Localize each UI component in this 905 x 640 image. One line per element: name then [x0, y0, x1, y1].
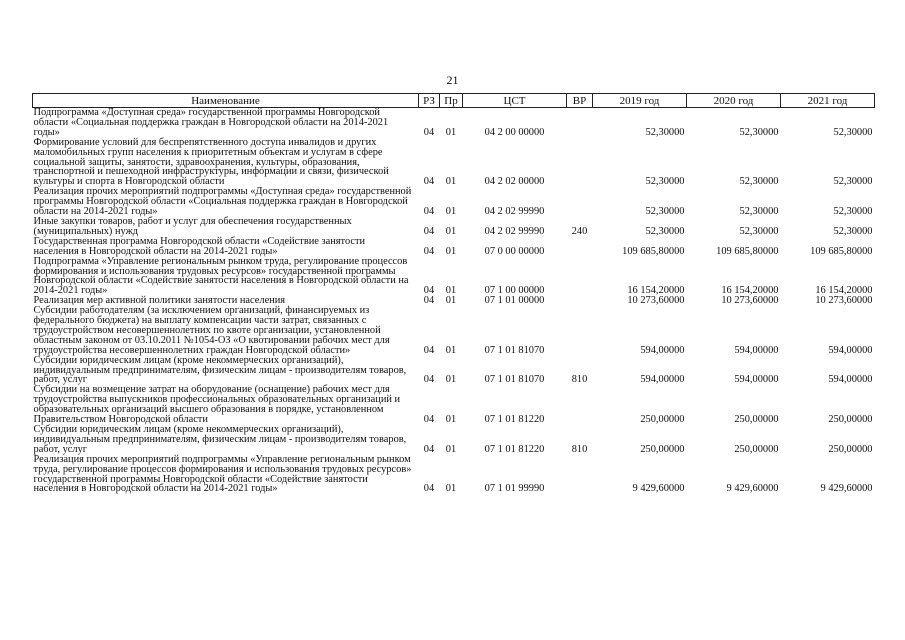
row-name: Иные закупки товаров, работ и услуг для обеспечения государственных (муниципальных) нужд: [33, 215, 352, 237]
row-2019: 52,30000: [645, 176, 685, 188]
row-2020: 52,30000: [739, 126, 779, 138]
header-2021: 2021 год: [781, 94, 875, 108]
row-name: Реализация прочих мероприятий подпрограммы «Управление региональным рынком труда, регулирование процессов формирования и использования трудовых ресурсов» государственной программы Новгородской области «Содействие занятости населения в Новгородской области на 2014-2021 годы»: [33, 453, 412, 495]
row-pr: 01: [445, 206, 457, 218]
table-row: [33, 257, 875, 297]
row-name: Формирование условий для беспрепятственного доступа инвалидов и других маломобильных групп населения к приоритетным объектам и услугам в сфере социальной защиты, занятости, здравоохранения, культуры, образования, транспортной и пешеходной инфраструктуры, информации и связи, физической культуры и спорта в Новгородской области: [33, 136, 389, 188]
table-row: [33, 455, 875, 495]
row-cst: 07 1 00 00000: [484, 285, 545, 297]
row-cst: 07 1 01 99990: [484, 483, 545, 495]
row-pr: 01: [445, 176, 457, 188]
row-rz: 04: [423, 206, 435, 218]
row-2020: 250,00000: [734, 414, 779, 426]
row-cst: 04 2 02 00000: [484, 176, 545, 188]
row-vr: 810: [571, 374, 588, 386]
row-2021: 109 685,80000: [810, 245, 873, 257]
row-cst: 04 2 00 00000: [484, 126, 545, 138]
row-cst: 07 1 01 81220: [484, 443, 545, 455]
header-name: Наименование: [33, 94, 419, 108]
row-cst: 07 1 01 81070: [484, 374, 545, 386]
row-pr: 01: [445, 483, 457, 495]
row-rz: 04: [423, 374, 435, 386]
header-pr: Пр: [440, 94, 463, 108]
table-row: [33, 217, 875, 237]
row-name: Подпрограмма «Управление региональным рынком труда, регулирование процессов формирования и использования трудовых ресурсов» государственной программы Новгородской области «Содействие занятости населения в Новгородской области на 2014-2021 годы»: [33, 255, 409, 297]
row-rz: 04: [423, 344, 435, 356]
row-2020: 10 273,60000: [721, 295, 779, 307]
row-vr: [567, 385, 593, 425]
row-pr: 01: [445, 295, 457, 307]
row-vr: [567, 237, 593, 257]
row-2020: 52,30000: [739, 206, 779, 218]
row-2020: 109 685,80000: [716, 245, 779, 257]
budget-table: [32, 93, 875, 494]
row-2019: 16 154,20000: [627, 285, 685, 297]
row-cst: 04 2 02 99990: [484, 225, 545, 237]
row-vr: 810: [571, 443, 588, 455]
row-2021: 16 154,20000: [815, 285, 873, 297]
row-2020: 594,00000: [734, 344, 779, 356]
row-vr: 240: [571, 225, 588, 237]
row-2021: 10 273,60000: [815, 295, 873, 307]
row-2021: 52,30000: [833, 176, 873, 188]
row-2021: 594,00000: [828, 344, 873, 356]
header-rz: РЗ: [419, 94, 440, 108]
row-vr: [567, 108, 593, 138]
row-2020: 52,30000: [739, 225, 779, 237]
row-rz: 04: [423, 126, 435, 138]
row-pr: 01: [445, 344, 457, 356]
row-2021: 250,00000: [828, 443, 873, 455]
row-2019: 10 273,60000: [627, 295, 685, 307]
row-2021: 250,00000: [828, 414, 873, 426]
row-2019: 594,00000: [640, 344, 685, 356]
row-2020: 594,00000: [734, 374, 779, 386]
row-vr: [567, 306, 593, 356]
row-rz: 04: [423, 176, 435, 188]
row-pr: 01: [445, 285, 457, 297]
row-2021: 594,00000: [828, 374, 873, 386]
row-2021: 52,30000: [833, 206, 873, 218]
header-vr: ВР: [567, 94, 593, 108]
row-name: Реализация мер активной политики занятости населения: [33, 295, 286, 307]
row-name: Субсидии юридическим лицам (кроме некоммерческих организаций), индивидуальным предпринимателям, физическим лицам - производителям товаров, работ, услуг: [33, 424, 407, 455]
row-rz: 04: [423, 245, 435, 257]
row-pr: 01: [445, 225, 457, 237]
row-2021: 9 429,60000: [820, 483, 873, 495]
table-row: [33, 237, 875, 257]
row-vr: [567, 187, 593, 217]
row-pr: 01: [445, 443, 457, 455]
row-vr: [567, 138, 593, 188]
table-header-row: [33, 94, 875, 108]
row-vr: [567, 296, 593, 306]
row-2020: 52,30000: [739, 176, 779, 188]
row-cst: 04 2 02 99990: [484, 206, 545, 218]
row-vr: [567, 455, 593, 495]
row-2020: 9 429,60000: [726, 483, 779, 495]
table-row: [33, 138, 875, 188]
header-2020: 2020 год: [687, 94, 781, 108]
row-vr: [567, 257, 593, 297]
row-cst: 07 0 00 00000: [484, 245, 545, 257]
row-name: Реализация прочих мероприятий подпрограммы «Доступная среда» государственной программы Новгородской области «Социальная поддержка граждан в Новгородской области на 2014-2021 годы»: [33, 186, 412, 218]
row-2019: 250,00000: [640, 414, 685, 426]
table-row: [33, 108, 875, 138]
row-2019: 52,30000: [645, 225, 685, 237]
table-row: [33, 385, 875, 425]
row-rz: 04: [423, 443, 435, 455]
row-pr: 01: [445, 245, 457, 257]
row-cst: 07 1 01 00000: [484, 295, 545, 307]
header-2019: 2019 год: [593, 94, 687, 108]
table-row: [33, 187, 875, 217]
row-name: Государственная программа Новгородской области «Содействие занятости населения в Новгородской области на 2014-2021 годы»: [33, 235, 366, 257]
row-pr: 01: [445, 374, 457, 386]
row-2019: 250,00000: [640, 443, 685, 455]
row-2020: 16 154,20000: [721, 285, 779, 297]
row-cst: 07 1 01 81070: [484, 344, 545, 356]
row-name: Субсидии на возмещение затрат на оборудование (оснащение) рабочих мест для трудоустройства выпускников профессиональных образовательных организаций и образовательных организаций высшего образования в порядке, установленном Правительством Новгородской области: [33, 384, 401, 426]
row-2021: 52,30000: [833, 225, 873, 237]
row-2021: 52,30000: [833, 126, 873, 138]
table-row: [33, 356, 875, 386]
row-rz: 04: [423, 483, 435, 495]
row-pr: 01: [445, 414, 457, 426]
row-rz: 04: [423, 295, 435, 307]
row-2019: 9 429,60000: [632, 483, 685, 495]
row-rz: 04: [423, 285, 435, 297]
row-name: Субсидии юридическим лицам (кроме некоммерческих организаций), индивидуальным предпринимателям, физическим лицам - производителям товаров, работ, услуг: [33, 354, 407, 386]
row-cst: 07 1 01 81220: [484, 414, 545, 426]
row-2019: 52,30000: [645, 126, 685, 138]
row-name: Подпрограмма «Доступная среда» государственной программы Новгородской области «Социальная поддержка граждан в Новгородской области на 2014-2021 годы»: [33, 107, 389, 138]
row-pr: 01: [445, 126, 457, 138]
row-2019: 594,00000: [640, 374, 685, 386]
row-name: Субсидии работодателям (за исключением организаций, финансируемых из федерального бюджета) на выплату компенсации части затрат, связанных с трудоустройством несовершеннолетних по квоте организации, установленной областным законом от 03.10.2011 №1054-ОЗ «О квотировании рабочих мест для трудоустройства несовершеннолетних граждан Новгородской области»: [33, 305, 390, 356]
row-2019: 52,30000: [645, 206, 685, 218]
page-number: 21: [446, 73, 459, 87]
table-row: [33, 306, 875, 356]
row-2019: 109 685,80000: [622, 245, 685, 257]
table-row: [33, 425, 875, 455]
row-rz: 04: [423, 414, 435, 426]
header-cst: ЦСТ: [463, 94, 567, 108]
row-rz: 04: [423, 225, 435, 237]
row-2020: 250,00000: [734, 443, 779, 455]
